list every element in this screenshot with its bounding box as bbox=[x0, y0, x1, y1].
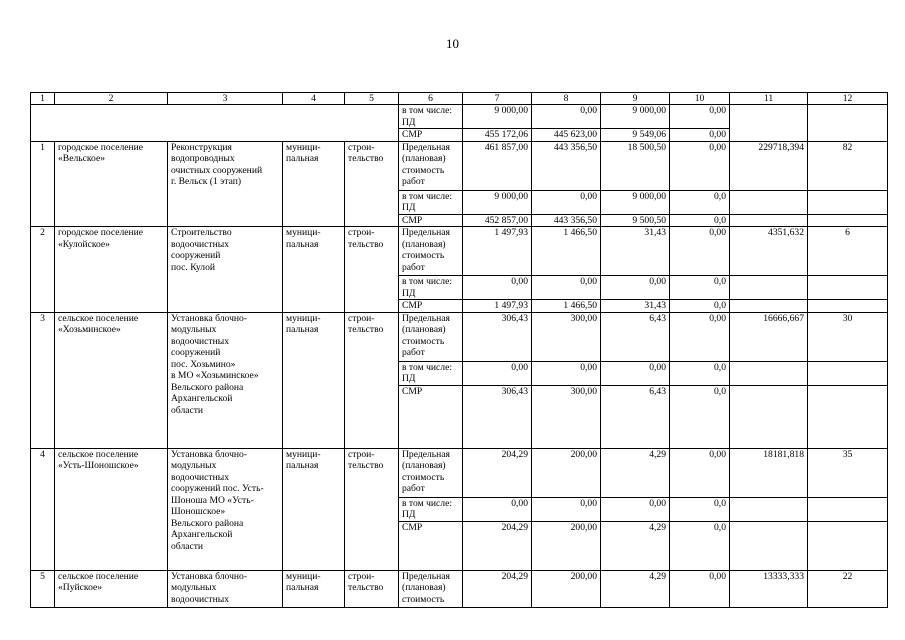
cell-text-line: тельство bbox=[348, 153, 384, 164]
cell-text-line: «Усть-Шоношское» bbox=[58, 460, 139, 471]
carry-col11 bbox=[730, 105, 808, 142]
cell-text-line: сооружений bbox=[171, 250, 221, 261]
work-type bbox=[345, 570, 399, 607]
value-col11 bbox=[730, 214, 808, 227]
value-col10: 0,0 bbox=[670, 521, 730, 570]
table-row bbox=[31, 570, 888, 607]
value-col9: 6,43 bbox=[601, 385, 670, 448]
cell-text-line: «Вельское» bbox=[58, 153, 106, 164]
value-col9: 9 000,00 bbox=[601, 105, 670, 129]
header-cell: 5 bbox=[345, 93, 399, 105]
cell-text-line: стоимость bbox=[402, 250, 445, 261]
cell-text-line: области bbox=[171, 540, 204, 552]
cell-text-line: тельство bbox=[348, 238, 384, 250]
value-col7: 0,00 bbox=[463, 361, 532, 385]
value-col10: 0,0 bbox=[670, 361, 730, 385]
settlement-name bbox=[55, 227, 168, 313]
value-col11 bbox=[730, 497, 808, 521]
cell-text-line: пальная bbox=[286, 238, 319, 250]
table-row bbox=[31, 141, 888, 190]
header-cell: 10 bbox=[670, 93, 730, 105]
value-col11 bbox=[730, 521, 808, 570]
value-col7: 452 857,00 bbox=[463, 214, 532, 227]
cell-text-line: Шоношское» bbox=[171, 506, 226, 517]
value-col10: 0,00 bbox=[670, 141, 730, 190]
value-col8: 0,00 bbox=[532, 105, 601, 129]
value-col9: 0,00 bbox=[601, 361, 670, 385]
cell-text-line: Предельная bbox=[402, 312, 450, 324]
cell-text-line: «Кулойское» bbox=[58, 238, 110, 250]
value-col8: 0,00 bbox=[532, 361, 601, 385]
smr-label: СМР bbox=[399, 385, 463, 448]
value-col8: 1 466,50 bbox=[532, 300, 601, 313]
value-col8: 200,00 bbox=[532, 570, 601, 607]
work-type bbox=[345, 141, 399, 227]
cell-text-line: (плановая) bbox=[402, 324, 446, 335]
value-col9: 4,29 bbox=[601, 448, 670, 497]
value-col7: 0,00 bbox=[463, 497, 532, 521]
value-col7: 204,29 bbox=[463, 448, 532, 497]
value-col9: 9 000,00 bbox=[601, 190, 670, 214]
cell-text-line: Предельная bbox=[402, 227, 450, 238]
row-number: 1 bbox=[31, 141, 55, 227]
value-col8: 443 356,50 bbox=[532, 214, 601, 227]
value-col7: 9 000,00 bbox=[463, 190, 532, 214]
cell-text-line: (плановая) bbox=[402, 153, 446, 164]
cell-text-line: стоимость bbox=[402, 164, 445, 176]
cell-text-line: Архангельской bbox=[171, 529, 233, 540]
cell-text-line: водоочистных bbox=[171, 593, 229, 605]
row-number: 4 bbox=[31, 448, 55, 570]
cell-text-line: водоочистных bbox=[171, 335, 229, 347]
cell-text-line: (плановая) bbox=[402, 460, 446, 471]
value-col8: 300,00 bbox=[532, 385, 601, 448]
smr-label: СМР bbox=[399, 300, 463, 313]
value-col10: 0,0 bbox=[670, 276, 730, 300]
cell-text-line: пальная bbox=[286, 324, 319, 335]
value-col10: 0,00 bbox=[670, 312, 730, 361]
value-col11 bbox=[730, 190, 808, 214]
cell-text-line: пальная bbox=[286, 582, 319, 593]
value-col12: 82 bbox=[808, 141, 888, 190]
cell-text-line: ПД bbox=[402, 509, 416, 520]
value-col11 bbox=[730, 361, 808, 385]
cell-text-line: работ bbox=[402, 483, 425, 494]
cell-text-line: г. Вельск (1 этап) bbox=[171, 176, 242, 187]
carry-pd-label bbox=[399, 105, 463, 129]
cell-text-line: сельское поселение bbox=[58, 312, 139, 324]
cell-text-line: Установка блочно- bbox=[171, 570, 248, 582]
cell-text-line: стоимость bbox=[402, 593, 445, 605]
cell-text-line: (плановая) bbox=[402, 582, 446, 593]
cell-text-line: строи- bbox=[348, 141, 375, 153]
smr-label: СМР bbox=[399, 521, 463, 570]
value-col10: 0,0 bbox=[670, 497, 730, 521]
limit-label bbox=[399, 448, 463, 497]
object-name bbox=[168, 141, 283, 227]
value-col8: 445 623,00 bbox=[532, 129, 601, 142]
value-col11 bbox=[730, 385, 808, 448]
value-col12 bbox=[808, 521, 888, 570]
value-col12: 6 bbox=[808, 227, 888, 276]
value-col10: 0,0 bbox=[670, 214, 730, 227]
value-col10: 0,0 bbox=[670, 190, 730, 214]
value-col8: 0,00 bbox=[532, 497, 601, 521]
ownership-form bbox=[283, 312, 345, 448]
cell-text-line: в том числе: bbox=[402, 497, 453, 509]
limit-label bbox=[399, 227, 463, 276]
cell-text-line: Вельского района bbox=[171, 517, 244, 529]
cell-text-line: муници- bbox=[286, 227, 321, 238]
work-type bbox=[345, 227, 399, 313]
table-row bbox=[31, 448, 888, 497]
cell-text-line: пальная bbox=[286, 460, 319, 471]
value-col9: 18 500,50 bbox=[601, 141, 670, 190]
value-col9: 31,43 bbox=[601, 300, 670, 313]
cell-text-line: муници- bbox=[286, 570, 321, 582]
cell-text-line: муници- bbox=[286, 448, 321, 460]
value-col12 bbox=[808, 497, 888, 521]
settlement-name bbox=[55, 448, 168, 570]
cell-text-line: городское поселение bbox=[58, 141, 144, 153]
cell-text-line: стоимость bbox=[402, 335, 445, 347]
cell-text-line: стоимость bbox=[402, 471, 445, 483]
cell-text-line: в том числе: bbox=[402, 276, 453, 287]
carry-smr-label: СМР bbox=[399, 129, 463, 142]
cell-text-line: Установка блочно- bbox=[171, 448, 248, 460]
cell-text-line: в том числе: bbox=[402, 190, 453, 202]
value-col8: 1 466,50 bbox=[532, 227, 601, 276]
header-cell: 6 bbox=[399, 93, 463, 105]
header-cell: 1 bbox=[31, 93, 55, 105]
value-col11: 18181,818 bbox=[730, 448, 808, 497]
work-type bbox=[345, 312, 399, 448]
value-col9: 31,43 bbox=[601, 227, 670, 276]
value-col8: 0,00 bbox=[532, 190, 601, 214]
carry-col12 bbox=[808, 105, 888, 142]
value-col8: 0,00 bbox=[532, 276, 601, 300]
value-col7: 204,29 bbox=[463, 570, 532, 607]
value-col10: 0,00 bbox=[670, 129, 730, 142]
cost-table bbox=[30, 92, 888, 608]
header-cell: 12 bbox=[808, 93, 888, 105]
value-col7: 461 857,00 bbox=[463, 141, 532, 190]
value-col9: 4,29 bbox=[601, 570, 670, 607]
header-cell: 4 bbox=[283, 93, 345, 105]
value-col11: 229718,394 bbox=[730, 141, 808, 190]
object-name bbox=[168, 448, 283, 570]
cell-text-line: Предельная bbox=[402, 448, 450, 460]
cell-text-line: пос. Хозьмино» bbox=[171, 358, 236, 370]
value-col9: 6,43 bbox=[601, 312, 670, 361]
cell-text-line: модульных bbox=[171, 460, 217, 471]
value-col8: 200,00 bbox=[532, 448, 601, 497]
cell-text-line: ПД bbox=[402, 116, 416, 128]
ownership-form bbox=[283, 227, 345, 313]
value-col11: 16666,667 bbox=[730, 312, 808, 361]
cell-text-line: водопроводных bbox=[171, 153, 235, 164]
cell-text-line: Реконструкция bbox=[171, 141, 232, 153]
cell-text-line: работ bbox=[402, 347, 425, 358]
header-row bbox=[31, 93, 888, 105]
cell-text-line: Предельная bbox=[402, 570, 450, 582]
value-col12: 22 bbox=[808, 570, 888, 607]
cell-text-line: Установка блочно- bbox=[171, 312, 248, 324]
value-col7: 9 000,00 bbox=[463, 105, 532, 129]
settlement-name bbox=[55, 312, 168, 448]
row-number: 5 bbox=[31, 570, 55, 607]
ownership-form bbox=[283, 448, 345, 570]
work-type bbox=[345, 448, 399, 570]
value-col10: 0,00 bbox=[670, 227, 730, 276]
value-col9: 0,00 bbox=[601, 497, 670, 521]
value-col7: 1 497,93 bbox=[463, 227, 532, 276]
value-col11: 4351,632 bbox=[730, 227, 808, 276]
value-col7: 306,43 bbox=[463, 312, 532, 361]
value-col12 bbox=[808, 276, 888, 300]
cell-text-line: строи- bbox=[348, 227, 375, 238]
cell-text-line: очистных сооружений bbox=[171, 164, 263, 176]
cell-text-line: сельское поселение bbox=[58, 570, 139, 582]
object-name bbox=[168, 227, 283, 313]
cell-text-line: «Хозьминское» bbox=[58, 324, 121, 335]
limit-label bbox=[399, 312, 463, 361]
value-col10: 0,00 bbox=[670, 105, 730, 129]
cell-text-line: сооружений пос. Усть- bbox=[171, 483, 264, 494]
cell-text-line: сельское поселение bbox=[58, 448, 139, 460]
cell-text-line: пальная bbox=[286, 153, 319, 164]
row-number: 2 bbox=[31, 227, 55, 313]
value-col9: 4,29 bbox=[601, 521, 670, 570]
cell-text-line: модульных bbox=[171, 324, 217, 335]
value-col12: 30 bbox=[808, 312, 888, 361]
value-col12: 35 bbox=[808, 448, 888, 497]
cell-text-line: муници- bbox=[286, 141, 321, 153]
cell-text-line: Строительство bbox=[171, 227, 232, 238]
value-col12 bbox=[808, 361, 888, 385]
value-col10: 0,0 bbox=[670, 300, 730, 313]
value-col10: 0,0 bbox=[670, 385, 730, 448]
cell-text-line: строи- bbox=[348, 312, 375, 324]
value-col11 bbox=[730, 300, 808, 313]
cell-text-line: работ bbox=[402, 176, 425, 187]
smr-label: СМР bbox=[399, 214, 463, 227]
value-col7: 0,00 bbox=[463, 276, 532, 300]
cell-text-line: строи- bbox=[348, 448, 375, 460]
value-col8: 443 356,50 bbox=[532, 141, 601, 190]
cell-text-line: модульных bbox=[171, 582, 217, 593]
settlement-name bbox=[55, 141, 168, 227]
cell-text-line: тельство bbox=[348, 582, 384, 593]
cell-text-line: сооружений bbox=[171, 347, 221, 358]
cell-text-line: (плановая) bbox=[402, 238, 446, 250]
value-col9: 0,00 bbox=[601, 276, 670, 300]
value-col12 bbox=[808, 190, 888, 214]
table-row bbox=[31, 312, 888, 361]
header-cell: 2 bbox=[55, 93, 168, 105]
cell-text-line: водоочистных bbox=[171, 238, 229, 250]
ownership-form bbox=[283, 570, 345, 607]
header-cell: 11 bbox=[730, 93, 808, 105]
value-col11 bbox=[730, 276, 808, 300]
cell-text-line: муници- bbox=[286, 312, 321, 324]
cell-text-line: Вельского района bbox=[171, 381, 244, 393]
table-row bbox=[31, 227, 888, 276]
cell-text-line: тельство bbox=[348, 460, 384, 471]
settlement-name bbox=[55, 570, 168, 607]
row-number: 3 bbox=[31, 312, 55, 448]
cell-text-line: работ bbox=[402, 261, 425, 273]
pd-label bbox=[399, 361, 463, 385]
value-col12 bbox=[808, 214, 888, 227]
limit-label bbox=[399, 141, 463, 190]
cell-text-line: в том числе: bbox=[402, 105, 453, 116]
header-cell: 9 bbox=[601, 93, 670, 105]
cell-text-line: в МО «Хозьминское» bbox=[171, 370, 259, 381]
value-col9: 9 500,50 bbox=[601, 214, 670, 227]
value-col11: 13333,333 bbox=[730, 570, 808, 607]
page-number: 10 bbox=[446, 36, 459, 51]
value-col7: 1 497,93 bbox=[463, 300, 532, 313]
value-col8: 300,00 bbox=[532, 312, 601, 361]
cell-text-line: тельство bbox=[348, 324, 384, 335]
carry-row-pd bbox=[31, 105, 888, 129]
cell-text-line: строи- bbox=[348, 570, 375, 582]
header-cell: 3 bbox=[168, 93, 283, 105]
cell-text-line: водоочистных bbox=[171, 471, 229, 483]
limit-label bbox=[399, 570, 463, 607]
value-col9: 9 549,06 bbox=[601, 129, 670, 142]
value-col10: 0,00 bbox=[670, 570, 730, 607]
value-col7: 455 172,06 bbox=[463, 129, 532, 142]
header-cell: 7 bbox=[463, 93, 532, 105]
cell-text-line: Предельная bbox=[402, 141, 450, 153]
value-col8: 200,00 bbox=[532, 521, 601, 570]
pd-label bbox=[399, 190, 463, 214]
value-col7: 204,29 bbox=[463, 521, 532, 570]
carry-blank bbox=[31, 105, 399, 142]
object-name bbox=[168, 312, 283, 448]
pd-label bbox=[399, 497, 463, 521]
value-col12 bbox=[808, 385, 888, 448]
cell-text-line: Шоноша МО «Усть- bbox=[171, 494, 254, 506]
object-name bbox=[168, 570, 283, 607]
value-col12 bbox=[808, 300, 888, 313]
cell-text-line: в том числе: bbox=[402, 361, 453, 373]
value-col7: 306,43 bbox=[463, 385, 532, 448]
cell-text-line: ПД bbox=[402, 287, 416, 299]
cell-text-line: ПД bbox=[402, 373, 416, 384]
cell-text-line: Архангельской bbox=[171, 393, 233, 404]
value-col10: 0,00 bbox=[670, 448, 730, 497]
header-cell: 8 bbox=[532, 93, 601, 105]
cell-text-line: области bbox=[171, 404, 204, 416]
cell-text-line: ПД bbox=[402, 202, 416, 213]
cell-text-line: пос. Кулой bbox=[171, 261, 215, 273]
ownership-form bbox=[283, 141, 345, 227]
cell-text-line: «Пуйское» bbox=[58, 582, 103, 593]
pd-label bbox=[399, 276, 463, 300]
cell-text-line: городское поселение bbox=[58, 227, 144, 238]
